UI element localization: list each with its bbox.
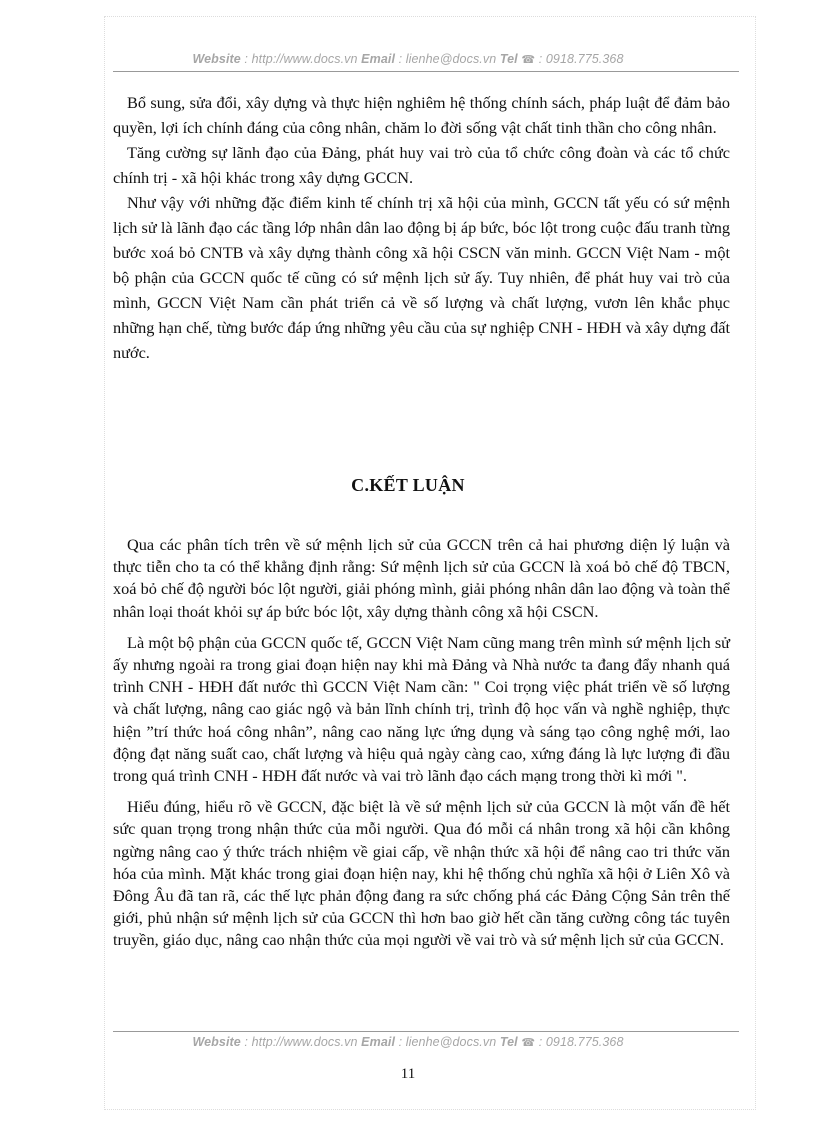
footer-tel-label: Tel	[499, 1035, 518, 1049]
footer-website-label: Website	[192, 1035, 241, 1049]
footer-rule	[113, 1031, 739, 1032]
conclusion-section	[113, 534, 730, 952]
body-paragraph-2: Tăng cường sự lãnh đạo của Đảng, phát huy vai trò của tổ chức công đoàn và các tổ chức chính trị - xã hội khác trong xây dựng GCCN.	[113, 143, 730, 187]
footer-email-label: Email	[361, 1035, 396, 1049]
conclusion-paragraph-1: Qua các phân tích trên về sứ mệnh lịch sử của GCCN trên cả hai phương diện lý luận và thực tiễn cho ta có thể khẳng định rằng: Sứ mệnh lịch sử của GCCN là xoá bỏ chế độ TBCN, xoá bỏ chế độ người bóc lột người, giải phóng mình, giải phóng nhân dân lao động và toàn thể nhân loại thoát khỏi sự áp bức bóc lột, xây dựng thành công xã hội CSCN.	[113, 535, 730, 621]
page-header	[0, 52, 816, 66]
page-number: 11	[400, 1066, 416, 1082]
conclusion-paragraph-3: Hiểu đúng, hiểu rõ về GCCN, đặc biệt là về sứ mệnh lịch sử của GCCN là một vấn đề hết sức quan trọng trong nhận thức của mỗi người. Qua đó mỗi cá nhân trong xã hội cần không ngừng nâng cao ý thức trách nhiệm về giai cấp, về nhận thức xã hội để nâng cao tri thức văn hóa của mình. Mặt khác trong giai đoạn hiện nay, khi hệ thống chủ nghĩa xã hội ở Liên Xô và Đông Âu đã tan rã, các thế lực phản động đang ra sức chống phá các Đảng Cộng Sản trên thế giới, phủ nhận sứ mệnh lịch sử của GCCN thì hơn bao giờ hết cần tăng cường công tác tuyên truyền, giáo dục, nâng cao nhận thức của mọi người về vai trò và sứ mệnh lịch sử của GCCN.	[113, 797, 730, 950]
body-paragraph-3: Như vậy với những đặc điểm kinh tế chính trị xã hội của mình, GCCN tất yếu có sứ mệnh lịch sử là lãnh đạo các tầng lớp nhân dân lao động bị áp bức, bóc lột trong cuộc đấu tranh từng bước xoá bỏ CNTB và xây dựng thành công xã hội CSCN văn minh. GCCN Việt Nam - một bộ phận của GCCN quốc tế cũng có sứ mệnh lịch sử ấy. Tuy nhiên, để phát huy vai trò của mình, GCCN Việt Nam cần phát triển cả về số lượng và chất lượng, vươn lên khắc phục những hạn chế, từng bước đáp ứng những yêu cầu của sự nghiệp CNH - HĐH và xây dựng đất nước.	[113, 193, 730, 362]
footer-email-value[interactable]: : lienhe@docs.vn	[395, 1035, 500, 1049]
header-email-label: Email	[361, 52, 396, 66]
header-tel-label: Tel	[499, 52, 518, 66]
body-paragraph-1: Bổ sung, sửa đổi, xây dựng và thực hiện nghiêm hệ thống chính sách, pháp luật để đảm bảo quyền, lợi ích chính đáng của công nhân, chăm lo đời sống vật chất tinh thần cho công nhân.	[113, 93, 730, 137]
footer-website-value[interactable]: : http://www.docs.vn	[240, 1035, 362, 1049]
footer-tel-value: : 0918.775.368	[535, 1035, 624, 1049]
conclusion-heading: C.KẾT LUẬN	[351, 475, 465, 495]
header-website-label: Website	[192, 52, 241, 66]
phone-icon: ☎	[521, 1037, 536, 1049]
phone-icon: ☎	[521, 54, 536, 66]
page-footer	[0, 1035, 816, 1049]
header-rule	[113, 71, 739, 72]
body-section	[113, 91, 730, 365]
header-tel-value: : 0918.775.368	[535, 52, 624, 66]
conclusion-paragraph-2: Là một bộ phận của GCCN quốc tế, GCCN Việt Nam cũng mang trên mình sứ mệnh lịch sử ấy nhưng ngoài ra trong giai đoạn hiện nay khi mà Đảng và Nhà nước ta đang đẩy nhanh quá trình CNH - HĐH đất nước thì GCCN Việt Nam cần: " Coi trọng việc phát triển về số lượng và chất lượng, nâng cao giác ngộ và bản lĩnh chính trị, trình độ học vấn và nghề nghiệp, thực hiện ”trí thức hoá công nhân”, nâng cao năng lực ứng dụng và sáng tạo công nghệ mới, lao động đạt năng suất cao, chất lượng và hiệu quả ngày càng cao, xứng đáng là lực lượng đi đầu trong quá trình CNH - HĐH đất nước và vai trò lãnh đạo cách mạng trong thời kì mới ".	[113, 632, 730, 786]
header-email-value[interactable]: : lienhe@docs.vn	[395, 52, 500, 66]
header-website-value[interactable]: : http://www.docs.vn	[240, 52, 362, 66]
